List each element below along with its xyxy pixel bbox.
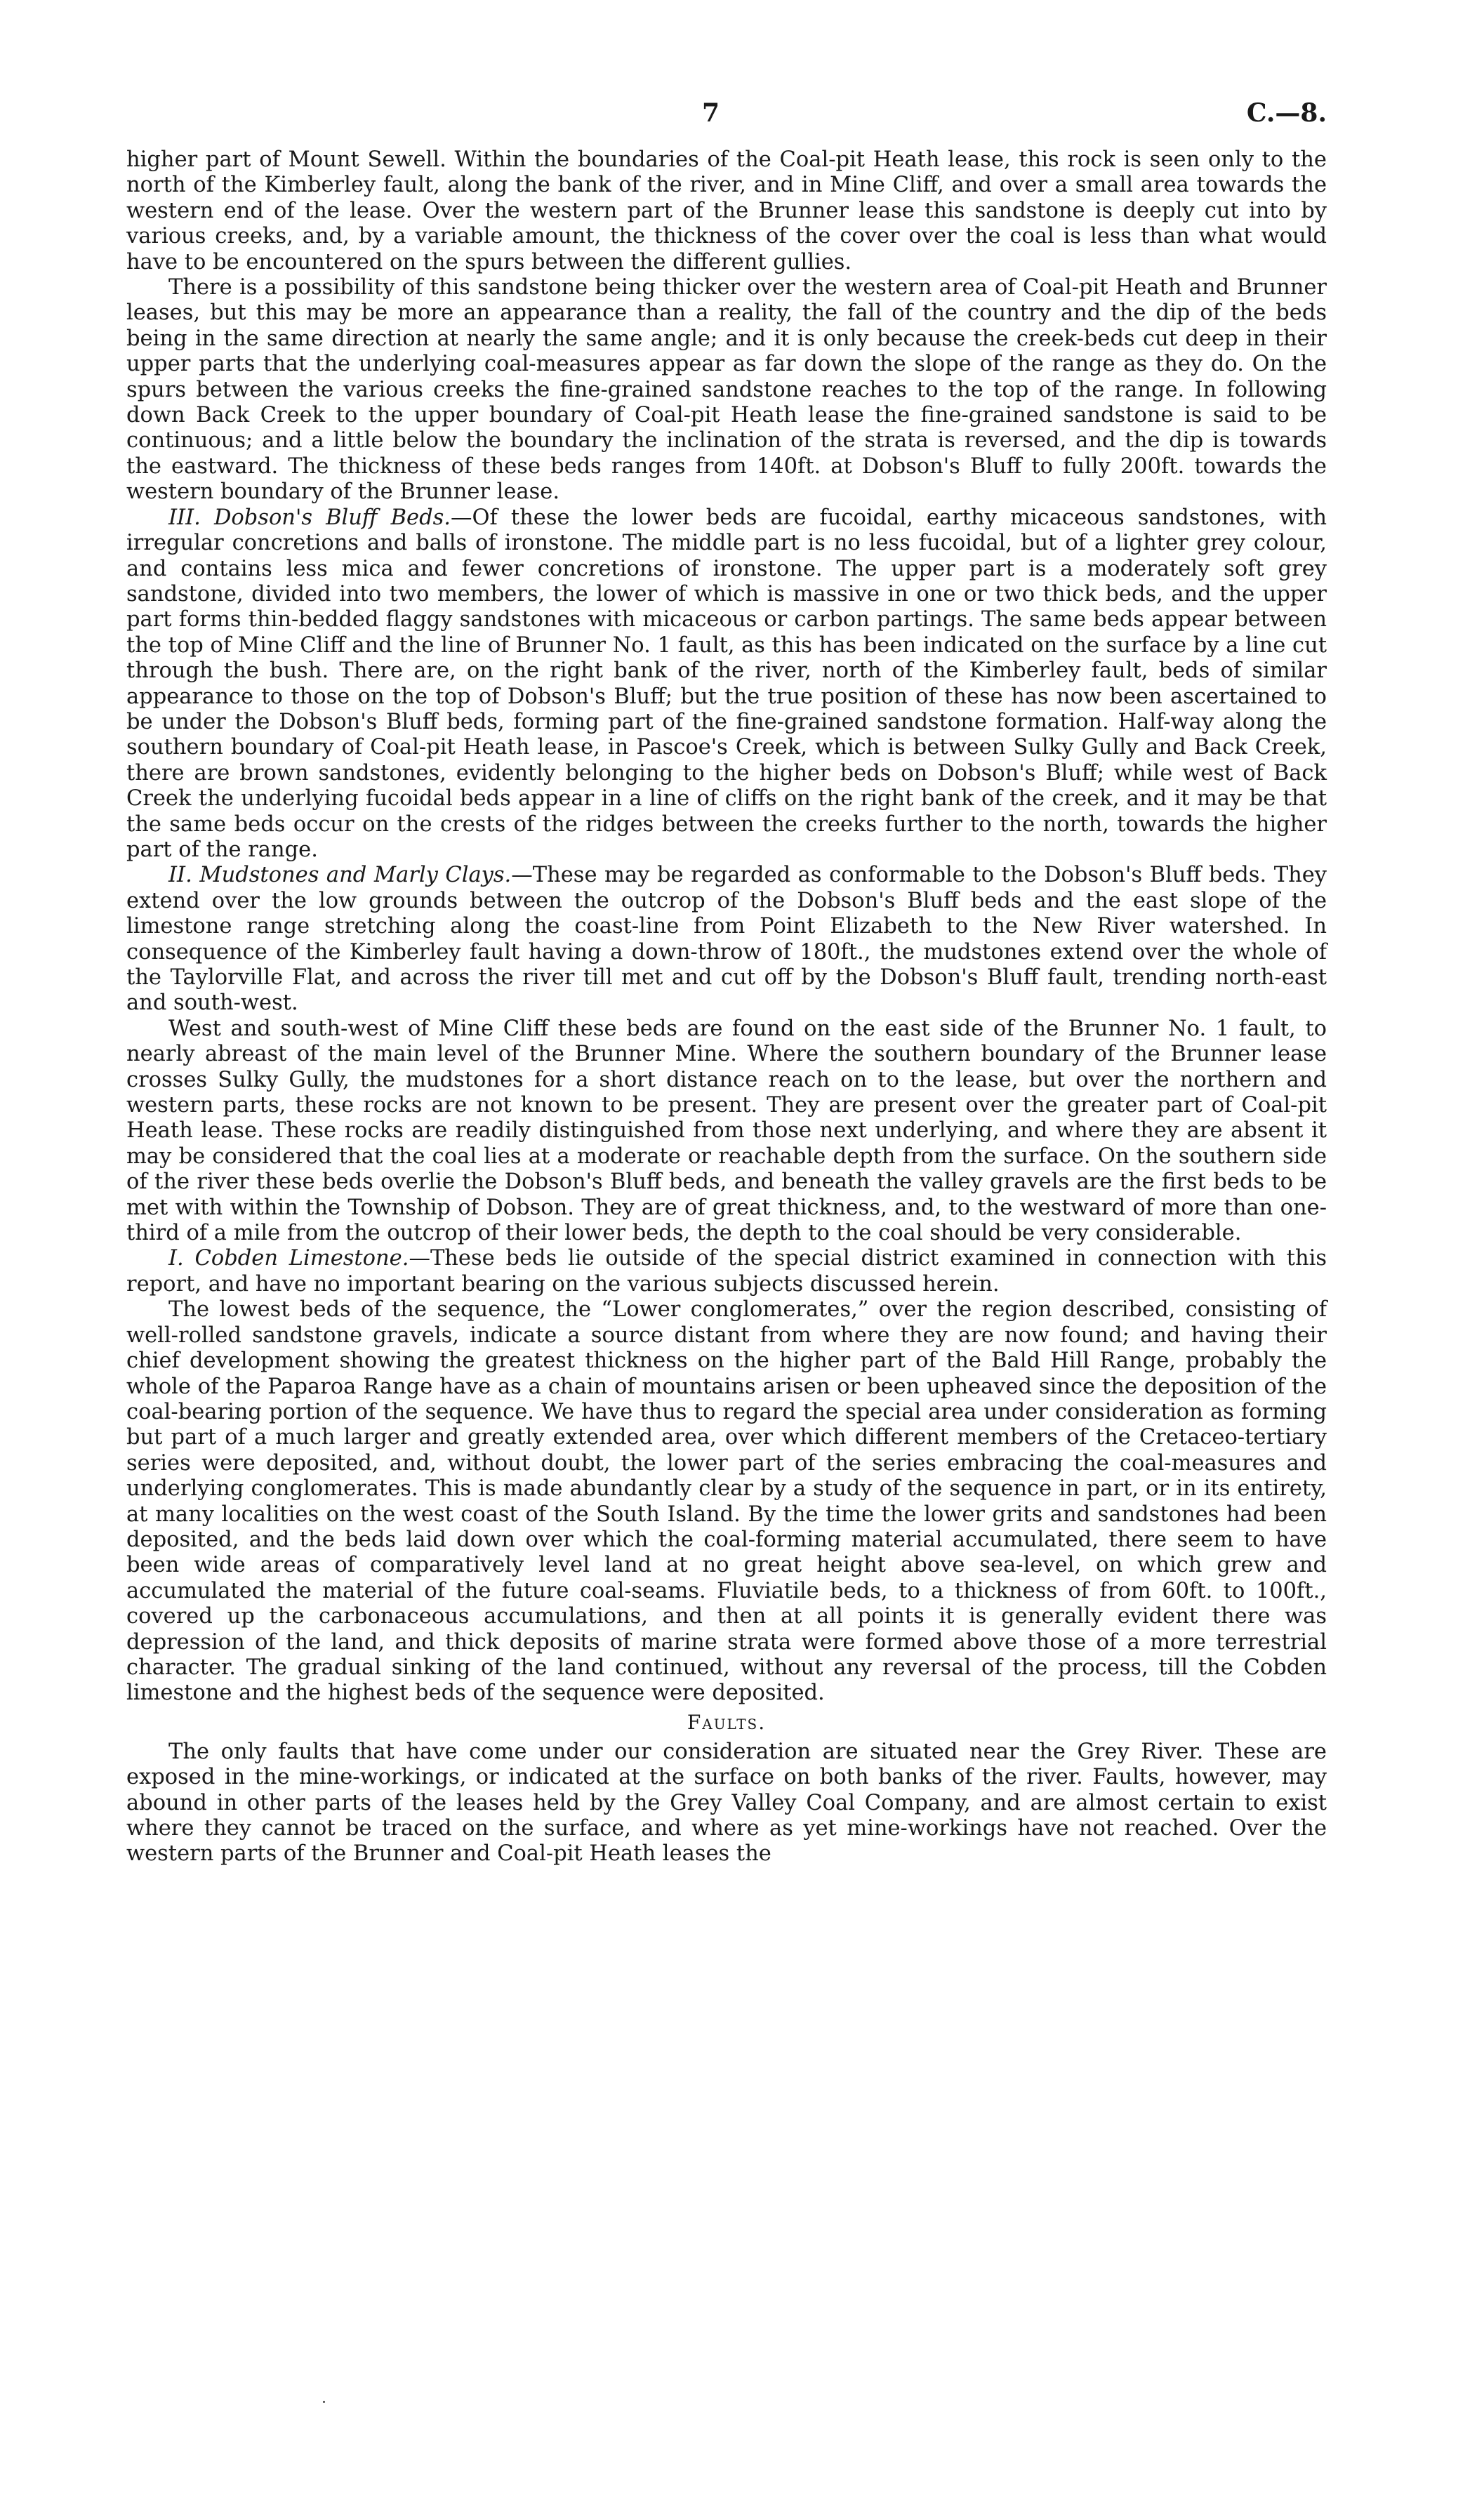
body-text [126, 147, 1327, 1867]
page-number: 7 [702, 98, 720, 128]
running-head [126, 84, 1327, 147]
paragraph: There is a possibility of this sandstone being thicker over the western area of Coal-pit Heath and Brunner leases, but this may be more an appearance than a reality, the fall of the country and the dip of the beds being in the same direction at nearly the same angle; and it is only because the creek-beds cut deep in their upper parts that the underlying coal-measures appear as far down the slope of the range as they do. On the spurs between the various creeks the fine-grained sandstone reaches to the top of the range. In following down Back Creek to the upper boundary of Coal-pit Heath lease the fine-grained sandstone is said to be continuous; and a little below the boundary the inclination of the strata is reversed, and the dip is towards the eastward. The thickness of these beds ranges from 140ft. at Dobson's Bluff to fully 200ft. towards the western boundary of the Brunner lease. [126, 275, 1327, 505]
paragraph: The only faults that have come under our consideration are situated near the Grey River. These are exposed in the mine-workings, or indicated at the surface on both banks of the river. Faults, however, may abound in other parts of the leases held by the Grey Valley Coal Company, and are almost certain to exist where they cannot be traced on the surface, and where as yet mine-workings have not reached. Over the western parts of the Brunner and Coal-pit Heath leases the [126, 1739, 1327, 1867]
paragraph: The lowest beds of the sequence, the “Lower conglomerates,” over the region described, consisting of well-rolled sandstone gravels, indicate a source distant from where they are now found; and having their chief development showing the greatest thickness on the higher part of the Bald Hill Range, probably the whole of the Paparoa Range have as a chain of mountains arisen or been upheaved since the deposition of the coal-bearing portion of the sequence. We have thus to regard the special area under consideration as forming but part of a much larger and greatly extended area, over which different members of the Cretaceo-tertiary series were deposited, and, without doubt, the lower part of the series embracing the coal-measures and underlying conglomerates. This is made abundantly clear by a study of the sequence in part, or in its entirety, at many localities on the west coast of the South Island. By the time the lower grits and sandstones had been deposited, and the beds laid down over which the coal-forming material accumulated, there seem to have been wide areas of comparatively level land at no great height above sea-level, on which grew and accumulated the material of the future coal-seams. Fluviatile beds, to a thickness of from 60ft. to 100ft., covered up the carbonaceous accumulations, and then at all points it is generally evident there was depression of the land, and thick deposits of marine strata were formed above those of a more terrestrial character. The gradual sinking of the land continued, without any reversal of the process, till the Cobden limestone and the highest beds of the sequence were deposited. [126, 1297, 1327, 1706]
document-reference: C.—8. [1246, 98, 1327, 128]
paragraph: higher part of Mount Sewell. Within the boundaries of the Coal-pit Heath lease, this rock is seen only to the north of the Kimberley fault, along the bank of the river, and in Mine Cliff, and over a small area towards the western end of the lease. Over the western part of the Brunner lease this sandstone is deeply cut into by various creeks, and, by a variable amount, the thickness of the cover over the coal is less than what would have to be encountered on the spurs between the different gullies. [126, 147, 1327, 274]
paragraph: II. Mudstones and Marly Clays.—These may be regarded as conformable to the Dobson's Bluff beds. They extend over the low grounds between the outcrop of the Dobson's Bluff beds and the east slope of the limestone range stretching along the coast-line from Point Elizabeth to the New River watershed. In consequence of the Kimberley fault having a down-throw of 180ft., the mudstones extend over the whole of the Taylorville Flat, and across the river till met and cut off by the Dobson's Bluff fault, trending north-east and south-west. [126, 863, 1327, 1016]
section-heading-faults: Faults. [687, 1710, 767, 1734]
section-lead: III. Dobson's Bluff Beds. [168, 505, 451, 530]
page [126, 84, 1327, 1867]
paragraph: I. Cobden Limestone.—These beds lie outside of the special district examined in connection with this report, and have no important bearing on the various subjects discussed herein. [126, 1246, 1327, 1297]
paragraph: III. Dobson's Bluff Beds.—Of these the lower beds are fucoidal, earthy micaceous sandstones, with irregular concretions and balls of ironstone. The middle part is no less fucoidal, but of a lighter grey colour, and contains less mica and fewer concretions of ironstone. The upper part is a moderately soft grey sandstone, divided into two members, the lower of which is massive in one or two thick beds, and the upper part forms thin-bedded flaggy sandstones with micaceous or carbon partings. The same beds appear between the top of Mine Cliff and the line of Brunner No. 1 fault, as this has been indicated on the surface by a line cut through the bush. There are, on the right bank of the river, north of the Kimberley fault, beds of similar appearance to those on the top of Dobson's Bluff; but the true position of these has now been ascertained to be under the Dobson's Bluff beds, forming part of the fine-grained sandstone formation. Half-way along the southern boundary of Coal-pit Heath lease, in Pascoe's Creek, which is between Sulky Gully and Back Creek, there are brown sandstones, evidently belonging to the higher beds on Dobson's Bluff; while west of Back Creek the underlying fucoidal beds appear in a line of cliffs on the right bank of the creek, and it may be that the same beds occur on the crests of the ridges between the creeks further to the north, towards the higher part of the range. [126, 505, 1327, 862]
section-lead: II. Mudstones and Marly Clays. [168, 863, 512, 888]
section-lead: I. Cobden Limestone. [168, 1246, 409, 1271]
stray-mark [323, 2401, 325, 2403]
paragraph: West and south-west of Mine Cliff these beds are found on the east side of the Brunner No. 1 fault, to nearly abreast of the main level of the Brunner Mine. Where the southern boundary of the Brunner lease crosses Sulky Gully, the mudstones for a short distance reach on to the lease, but over the northern and western parts, these rocks are not known to be present. They are present over the greater part of Coal-pit Heath lease. These rocks are readily distinguished from those next underlying, and where they are absent it may be considered that the coal lies at a moderate or reachable depth from the surface. On the southern side of the river these beds overlie the Dobson's Bluff beds, and beneath the valley gravels are the first beds to be met with within the Township of Dobson. They are of great thickness, and, to the westward of more than one-third of a mile from the outcrop of their lower beds, the depth to the coal should be very considerable. [126, 1016, 1327, 1246]
